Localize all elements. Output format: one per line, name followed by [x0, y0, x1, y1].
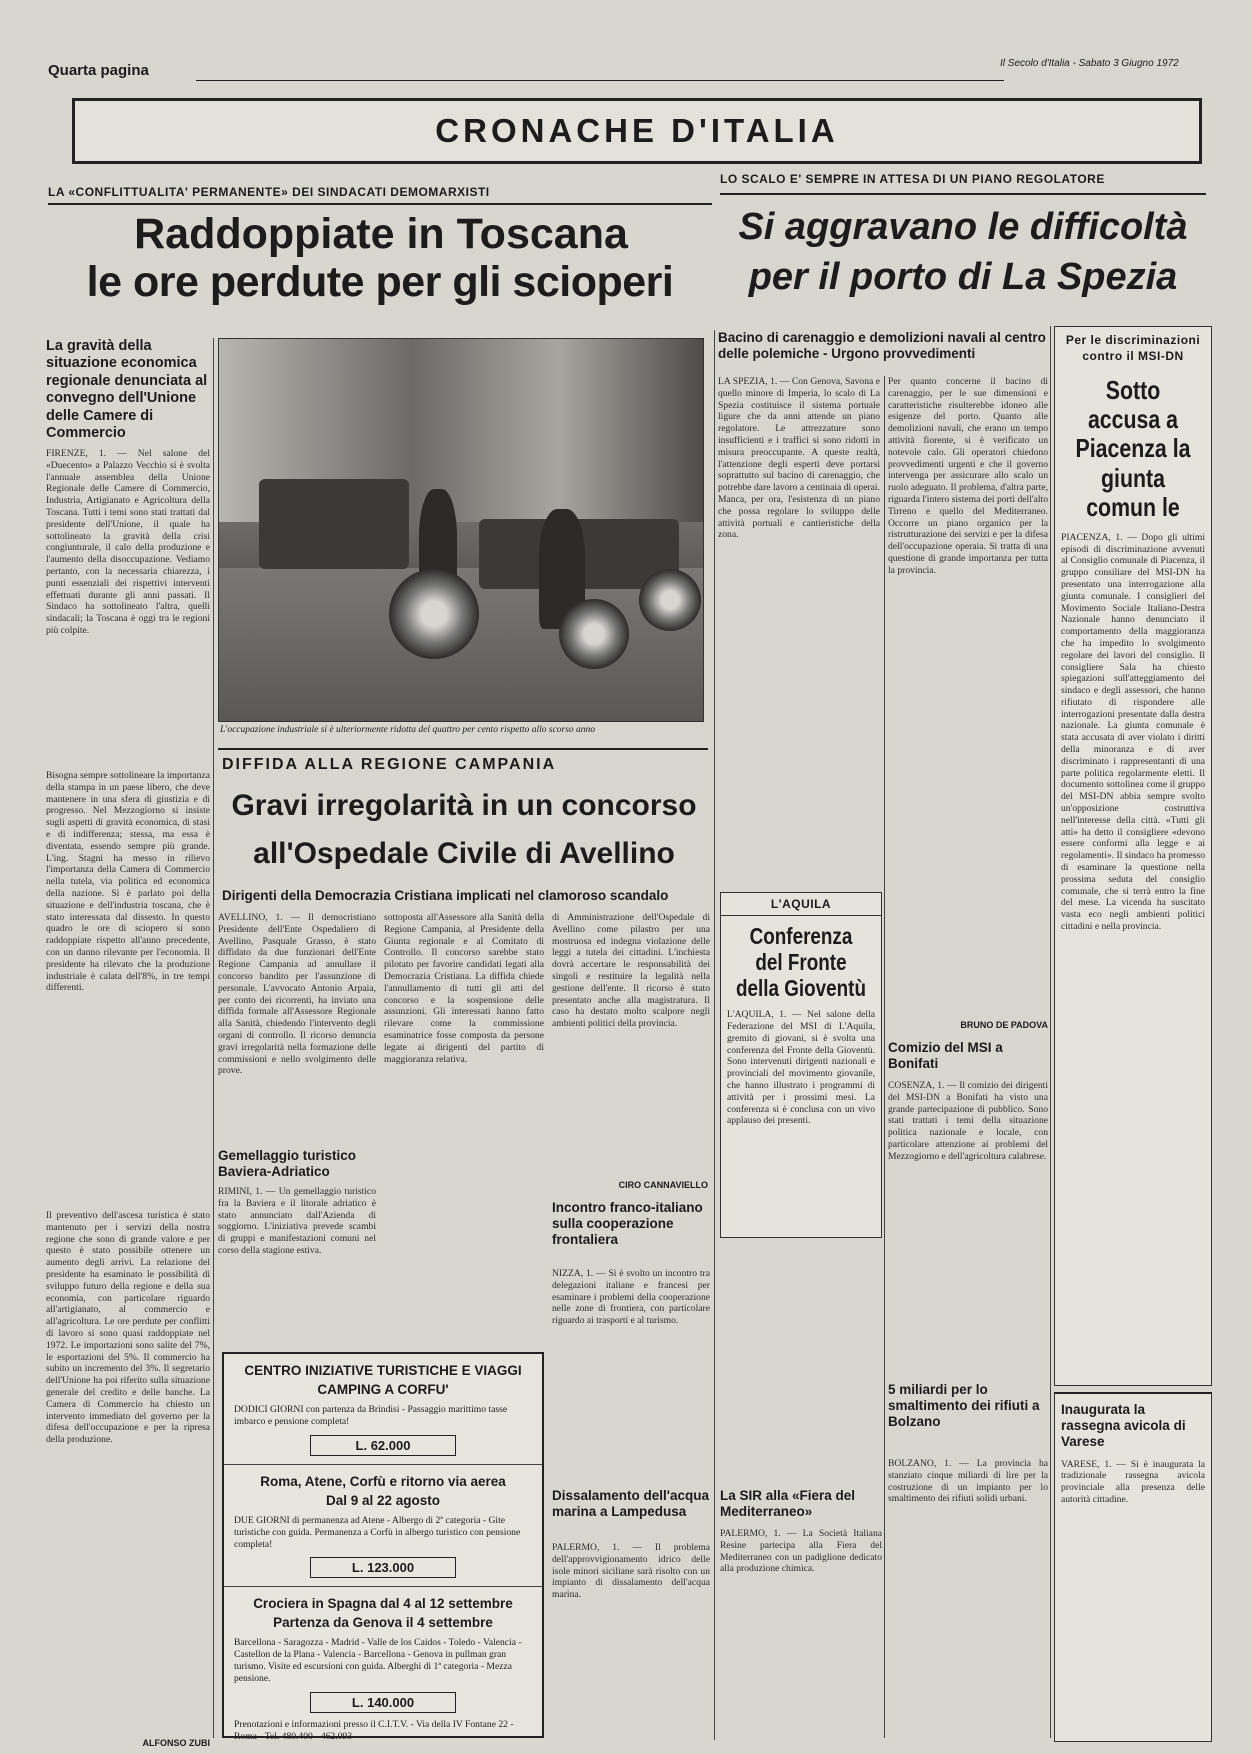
aquila-box	[720, 892, 882, 1238]
ad-corfu-title-2: CAMPING A CORFU'	[317, 1381, 449, 1397]
column-rule	[213, 338, 214, 1738]
gemellaggio-body: RIMINI, 1. — Un gemellaggio turistico fra la Baviera e il litorale adriatico è stato annunciato dall'Azienda di soggiorno. L'iniziativa prevede scambi di gruppi e manifestazioni comuni nel corso della stagione estiva.	[218, 1186, 376, 1256]
lampedusa-body: PALERMO, 1. — Il problema dell'approvvigionamento idrico delle isole minori siciliane sarà risolto con un impianto di dissalamento dell'acqua marina.	[552, 1542, 710, 1601]
banner-title: CRONACHE D'ITALIA	[435, 112, 839, 149]
ad-corfu-text: DODICI GIORNI con partenza da Brindisi - Passaggio marittimo tasse imbarco e pensione completa!	[234, 1403, 508, 1427]
ad-footer: Prenotazioni e informazioni presso il C.I.T.V. - Via della IV Fontane 22 - Roma - Tel. 480.400 - 462.093	[234, 1719, 514, 1743]
avellino-kicker: DIFFIDA ALLA REGIONE CAMPANIA	[222, 756, 557, 773]
spezia-headline-1: Si aggravano le difficoltà	[738, 206, 1188, 248]
ad-spagna-title-2: Partenza da Genova il 4 settembre	[273, 1615, 493, 1631]
ad-atene-title-1: Roma, Atene, Corfù e ritorno via aerea	[260, 1473, 506, 1489]
toscana-body-2: Bisogna sempre sottolineare la importanza della stampa in un paese libero, che deve mantenere in una sfera di giustizia e di progresso. Nel Mezzogiorno si insiste sugli aspetti di gravità economica, di stasi e di indifferenza; stessa, ma essa è diventata, essendo sempre più grande. L'ing. Stagni ha messo in rilievo l'importanza della Camera di Commercio nella tutela, via politica ed economica della nazione. Si è parlato poi della situazione e dell'industria toscana, che è stato interessata dal dissesto. In questo quadro le ore di sciopero si sono raddoppiate rispetto all'anno precedente, con un danno rilevante per l'economia. Il presidente ha rilevato che la produzione industriale è calata dell'8%, in tre tempi differenti.	[46, 770, 210, 994]
aquila-kicker: L'AQUILA	[721, 897, 881, 916]
piacenza-kicker: Per le discriminazioni contro il MSI-DN	[1065, 333, 1201, 363]
ad-section-spagna	[224, 1587, 542, 1751]
bonifati-body: COSENZA, 1. — Il comizio dei dirigenti del MSI-DN a Bonifati ha visto una grande partecipazione di pubblico. Sono stati trattati i temi della situazione politica nazionale e locale, con particolare attenzione ai problemi del Mezzogiorno e dell'agricoltura calabrese.	[888, 1080, 1048, 1162]
franco-headline: Incontro franco-italiano sulla cooperazione frontaliera	[552, 1200, 703, 1248]
varese-body: VARESE, 1. — Si è inaugurata la tradizionale rassegna avicola provinciale alla presenza delle autorità cittadine.	[1061, 1458, 1205, 1505]
avellino-body-2: sottoposta all'Assessore alla Sanità della Regione Campania, al Presidente della Giunta regionale e al Comitato di Controllo. Il concorso sarebbe stato pilotato per favorire candidati legati alla Democrazia Cristiana. La diffida chiede l'annullamento di tutti gli atti del concorso e la sospensione delle assunzioni. Gli interessati hanno fatto rilevare come la commissione esaminatrice fosse composta da persone legate ai dirigenti del partito di maggioranza relativa.	[384, 912, 544, 1065]
spezia-body-1: LA SPEZIA, 1. — Con Genova, Savona e quello minore di Imperia, lo scalo di La Spezia costituisce il sistema portuale ligure che da anni attende un piano regolatore. Le attrezzature sono insufficienti e i traffici si sono ridotti in misura preoccupante. A queste realtà, l'attenzione degli esperti deve portarsi soprattutto sul bacino di carenaggio, che potrebbe dare lavoro a centinaia di operai. Manca, per ora, l'esistenza di un piano che possa regolare lo sviluppo delle attività portuali e cantieristiche della zona.	[718, 376, 880, 541]
bolzano-headline: 5 miliardi per lo smaltimento dei rifiuti a Bolzano	[888, 1382, 1040, 1430]
spezia-subhead: Bacino di carenaggio e demolizioni navali al centro delle polemiche - Urgono provvedimenti	[718, 330, 1046, 362]
toscana-body-1: FIRENZE, 1. — Nel salone del «Duecento» a Palazzo Vecchio si è svolta l'annuale assemblea della Unione Regionale delle Camere di Commercio, Industria, Artigianato e Agricoltura della Toscana. Tutti i temi sono stati trattati dal presidente dell'Unione, il quale ha sottolineato la gravità della crisi congiunturale, il calo della produzione e l'aumento della disoccupazione. Vediamo pertanto, con la necessaria chiarezza, i punti essenziali dei rispettivi interventi effettuati durante gli anni passati. Il Sindaco ha sottolineato l'altra, quelli sindacali; la Toscana è oggi tra le regioni più colpite.	[46, 448, 210, 636]
ad-atene-text: DUE GIORNI di permanenza ad Atene - Albergo di 2ª categoria - Gite turistiche con guida. Permanenza a Corfù in albergo turistico con pensione completa!	[234, 1514, 521, 1550]
sir-body: PALERMO, 1. — La Società Italiana Resine partecipa alla Fiera del Mediterraneo con un padiglione dedicato alla produzione chimica.	[720, 1528, 882, 1575]
toscana-kicker: LA «CONFLITTUALITA' PERMANENTE» DEI SINDACATI DEMOMARXISTI	[48, 185, 490, 199]
avellino-headline-2: all'Ospedale Civile di Avellino	[253, 837, 675, 870]
avellino-rule-top	[218, 748, 708, 750]
ad-atene-price: L. 123.000	[310, 1557, 456, 1578]
franco-body: NIZZA, 1. — Si è svolto un incontro tra delegazioni italiane e francesi per esaminare i problemi della cooperazione nelle zone di frontiera, con particolare riguardo ai trasporti e al turismo.	[552, 1268, 710, 1327]
spezia-byline: BRUNO DE PADOVA	[960, 1020, 1048, 1030]
ad-corfu-price: L. 62.000	[310, 1435, 456, 1456]
toscana-headline-2: le ore perdute per gli scioperi	[86, 258, 674, 306]
ad-spagna-text: Barcellona - Saragozza - Madrid - Valle de los Caidos - Toledo - Valencia - Castellon de la Plana - Valencia - Barcellona - Genova in pullman gran turismo. Visite ed escursioni con guida. Alberghi di 1ª categoria - Mezza pensione.	[234, 1637, 522, 1685]
ad-corfu-title-1: CENTRO INIZIATIVE TURISTICHE E VIAGGI	[244, 1363, 522, 1378]
avellino-body-1: AVELLINO, 1. — Il democristiano Presidente dell'Ente Ospedaliero di Avellino, Pasquale Grasso, è stato diffidato da due funzionari dell'Ente Regione Campania ad annullare il concorso bandito per l'assunzione di personale. L'avvocato Antonio Arpaia, per conto dei ricorrenti, ha inviato una diffida formale all'Assessore Regionale alla Sanità, chiedendo l'intervento degli organi di controllo. Il ricorso denuncia gravi irregolarità nella formazione delle commissioni e nello svolgimento delle prove.	[218, 912, 376, 1077]
section-banner	[72, 98, 1202, 164]
toscana-rule	[48, 203, 712, 205]
toscana-subhead: La gravità della situazione economica regionale denunciata al convegno dell'Unione delle Camere di Commercio	[46, 338, 208, 441]
spezia-body-2: Per quanto concerne il bacino di carenaggio, per le sue dimensioni e caratteristiche risulterebbe idoneo alle esigenze del porto. Quanto alle demolizioni navali, che erano un tempo attività fiorente, si è verificato un notevole calo. Gli operatori chiedono provvedimenti urgenti e che il governo intervenga per assicurare allo scalo un ruolo adeguato. Il problema, d'altra parte, riguarda l'intero sistema dei porti dell'alto Tirreno e quello del Mediterraneo. Occorre un piano organico per la ristrutturazione dei servizi e per la difesa dell'occupazione operaia. Si tratta di una questione di grande importanza per tutta la provincia.	[888, 376, 1048, 576]
varese-box	[1054, 1392, 1212, 1742]
column-rule	[1050, 326, 1051, 1738]
factory-photo	[218, 338, 704, 722]
column-rule	[884, 376, 885, 1738]
spezia-kicker: LO SCALO E' SEMPRE IN ATTESA DI UN PIANO REGOLATORE	[720, 172, 1105, 186]
varese-headline: Inaugurata la rassegna avicola di Varese	[1061, 1402, 1186, 1450]
avellino-headline-1: Gravi irregolarità in un concorso	[231, 789, 697, 822]
ad-section-corfu	[224, 1354, 542, 1465]
column-rule	[714, 330, 715, 1740]
avellino-byline: CIRO CANNAVIELLO	[618, 1180, 708, 1190]
toscana-body-3: Il preventivo dell'ascesa turistica è stato mantenuto per i servizi della nostra regione che sono di grande valore e per questo è stato possibile ottenere un aumento degli arrivi. La relazione del presidente ha esaminato le possibilità di sviluppo futuro della regione e della sua economia, con particolare riguardo all'artigianato, al commercio e all'agricoltura. Le ore perdute per conflitti di lavoro si sono quasi raddoppiate nel 1972. Le importazioni sono salite del 7%, le esportazioni del 5%. Il commercio ha subito un incremento del 3%. Il segretario dell'Unione ha poi riferito sulla situazione generale del credito e delle banche. La Camera di Commercio ha chiesto un intervento immediato del governo per la difesa dell'occupazione e per la ripresa della produzione.	[46, 1210, 210, 1446]
toscana-byline: ALFONSO ZUBI	[142, 1738, 210, 1748]
spezia-headline-2: per il porto di La Spezia	[748, 256, 1178, 298]
aquila-body: L'AQUILA, 1. — Nel salone della Federazione del MSI di L'Aquila, gremito di giovani, si è svolta una conferenza del Fronte della Gioventù. Sono intervenuti dirigenti nazionali e provinciali del movimento giovanile, che hanno illustrato i programmi di attività per i prossimi mesi. La conferenza si è conclusa con un vivo applauso dei presenti.	[727, 1009, 875, 1127]
lampedusa-headline: Dissalamento dell'acqua marina a Lampedusa	[552, 1488, 710, 1520]
avellino-body-3: di Amministrazione dell'Ospedale di Avellino come pilastro per una mostruosa ed indegna violazione delle leggi a tutela dei cittadini. L'inchiesta dovrà accertare le responsabilità dei singoli e restituire la legalità nella gestione dell'ente. Il ricorso è stato presentato anche alla magistratura. Il caso ha destato molto scalpore negli ambienti politici della provincia.	[552, 912, 710, 1030]
section-label: Quarta pagina	[48, 62, 149, 79]
piacenza-body: PIACENZA, 1. — Dopo gli ultimi episodi di discriminazione avvenuti al Consiglio comunale di Piacenza, il gruppo consiliare del MSI-DN ha presentato una interrogazione alla giunta comunale. I consiglieri del Movimento Sociale Italiano-Destra Nazionale hanno denunciato il comportamento della maggioranza che ha impedito lo svolgimento regolare dei lavori del consiglio. Il consigliere Sala ha chiesto spiegazioni sull'atteggiamento del sindaco e degli assessori, che hanno rifiutato di rispondere alle interrogazioni presentate dalla destra nazionale. La giunta comunale è stata accusata di aver violato i diritti della minoranza e di aver discriminato i rappresentanti di una parte politica regolarmente eletti. Il documento sottolinea come il gruppo del MSI-DN abbia sempre svolto un'opposizione costruttiva nell'interesse della città. «Tutti gli atti» ha detto il consigliere «devono essere conformi alla legge e ai regolamenti». Il sindaco ha promesso di esaminare la questione nella prossima seduta del consiglio comunale, che si terrà entro la fine del mese. La vicenda ha suscitato vasta eco negli ambienti politici cittadini e nella provincia.	[1061, 531, 1205, 933]
piacenza-box	[1054, 326, 1212, 1386]
bolzano-body: BOLZANO, 1. — La provincia ha stanziato cinque miliardi di lire per la costruzione di un impianto per lo smaltimento dei rifiuti solidi urbani.	[888, 1458, 1048, 1505]
sir-headline: La SIR alla «Fiera del Mediterraneo»	[720, 1488, 856, 1520]
bonifati-headline: Comizio del MSI a Bonifati	[888, 1040, 1003, 1072]
ad-section-atene	[224, 1465, 542, 1588]
date-line: Il Secolo d'Italia - Sabato 3 Giugno 1972	[1000, 58, 1179, 69]
ad-spagna-title-1: Crociera in Spagna dal 4 al 12 settembre	[253, 1596, 513, 1612]
gemellaggio-headline: Gemellaggio turistico Baviera-Adriatico	[218, 1148, 357, 1180]
photo-caption: L'occupazione industriale si è ulteriormente ridotta del quattro per cento rispetto allo scorso anno	[220, 725, 596, 735]
avellino-subhead: Dirigenti della Democrazia Cristiana implicati nel clamoroso scandalo	[222, 888, 669, 903]
ad-spagna-price: L. 140.000	[310, 1692, 456, 1713]
travel-ad	[222, 1352, 544, 1743]
piacenza-headline: Sotto accusa a Piacenza la giunta comun le	[1075, 375, 1191, 522]
toscana-headline-1: Raddoppiate in Toscana	[134, 210, 628, 258]
spezia-rule	[720, 193, 1206, 195]
header-rule	[196, 80, 1004, 81]
aquila-headline: Conferenza del Fronte della Gioventù	[736, 923, 866, 1001]
ad-atene-title-2: Dal 9 al 22 agosto	[325, 1492, 441, 1508]
